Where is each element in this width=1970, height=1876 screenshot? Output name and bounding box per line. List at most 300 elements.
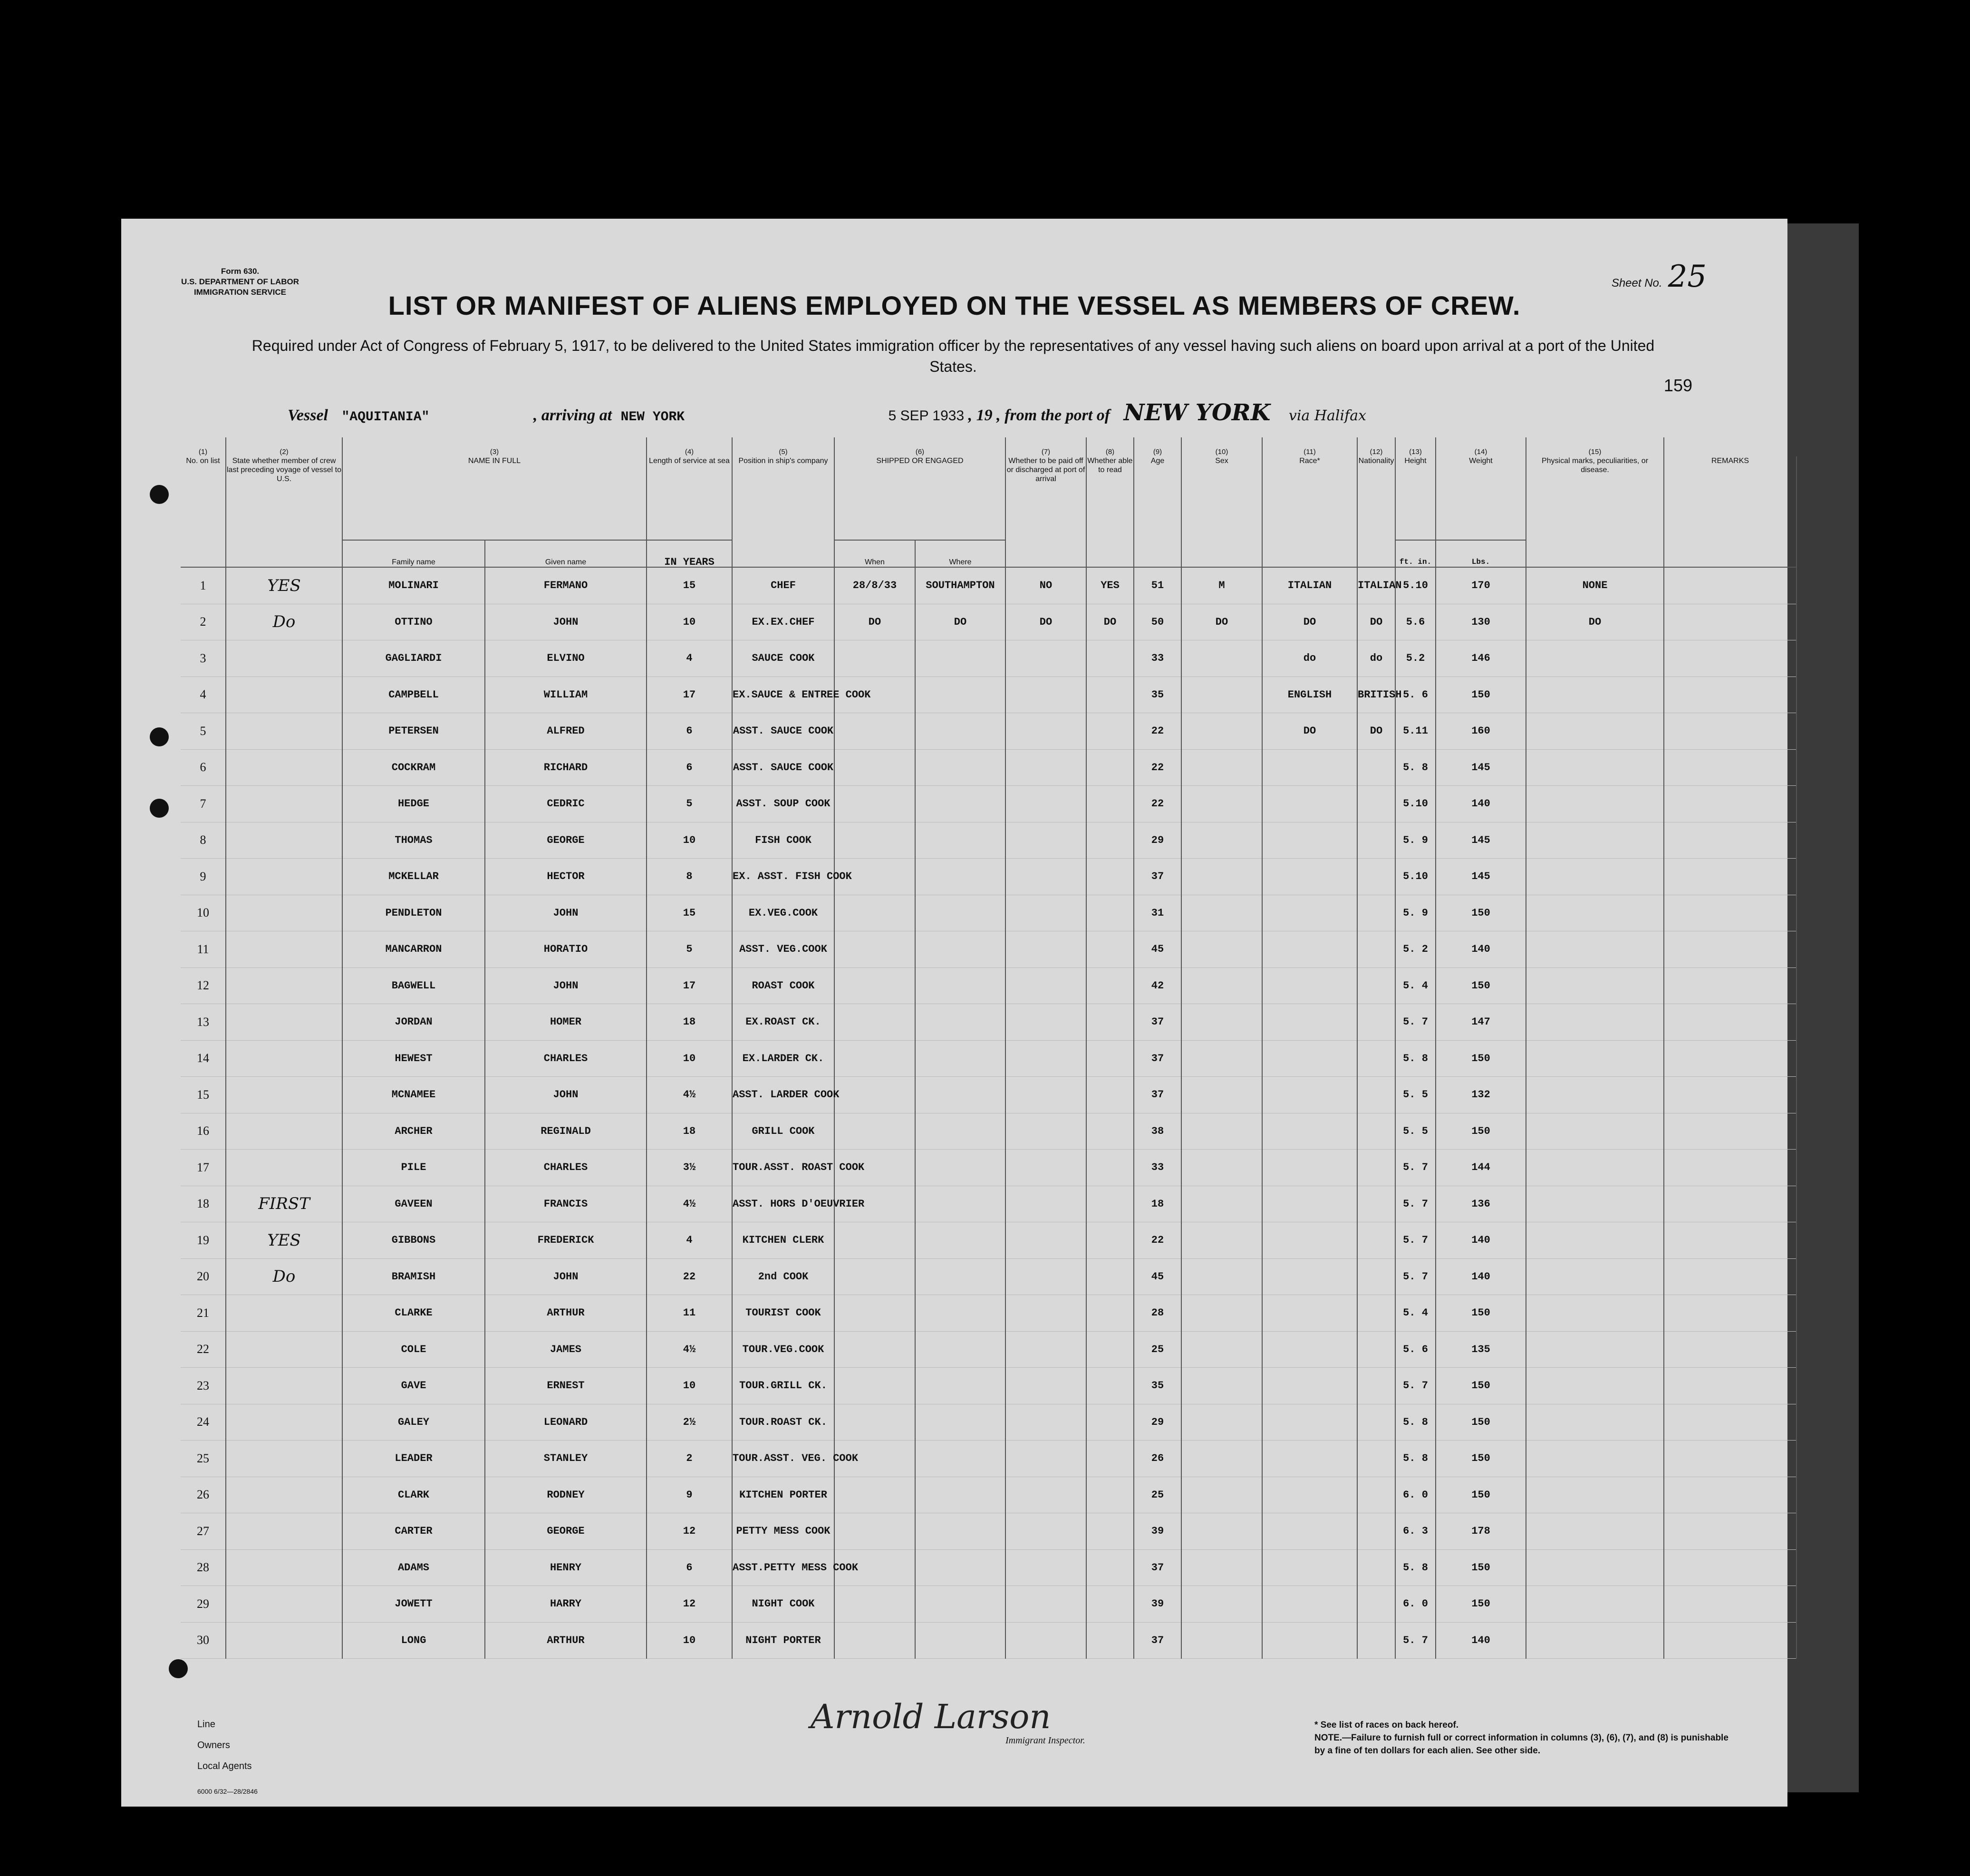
cell-race: [1262, 1477, 1357, 1513]
cell-when: [834, 1040, 915, 1077]
cell-sex: [1181, 859, 1262, 895]
cell-read: [1086, 1186, 1134, 1222]
cell-prev: [226, 1077, 342, 1113]
cell-sex: [1181, 1040, 1262, 1077]
from-port: NEW YORK: [1123, 399, 1271, 426]
cell-height: 5. 8: [1395, 1549, 1436, 1586]
cell-weight: 150: [1436, 1549, 1526, 1586]
cell-no: 14: [181, 1040, 226, 1077]
owners-label: Owners: [197, 1740, 230, 1750]
cell-nationality: [1357, 1513, 1395, 1550]
cell-where: [915, 1040, 1005, 1077]
cell-age: 38: [1134, 1113, 1181, 1150]
cell-read: [1086, 640, 1134, 677]
cell-no: 30: [181, 1622, 226, 1659]
cell-sex: [1181, 967, 1262, 1004]
cell-when: [834, 1586, 915, 1623]
cell-prev: [226, 822, 342, 859]
cell-given: JOHN: [485, 604, 647, 640]
cell-paid-off: [1005, 1258, 1086, 1295]
cell-position: EX.VEG.COOK: [732, 895, 834, 931]
cell-nationality: [1357, 1040, 1395, 1077]
cell-nationality: [1357, 749, 1395, 786]
cell-nationality: [1357, 1186, 1395, 1222]
cell-read: [1086, 1004, 1134, 1041]
cell-paid-off: [1005, 1404, 1086, 1441]
col-weight: Weight: [1436, 456, 1526, 540]
cell-no: 13: [181, 1004, 226, 1041]
cell-no: 26: [181, 1477, 226, 1513]
cell-sex: [1181, 1586, 1262, 1623]
col9-num: (9): [1134, 437, 1181, 456]
cell-given: LEONARD: [485, 1404, 647, 1441]
cell-when: [834, 1368, 915, 1404]
cell-given: ALFRED: [485, 713, 647, 750]
cell-given: REGINALD: [485, 1113, 647, 1150]
table-row: [181, 1441, 1796, 1477]
cell-where: [915, 1258, 1005, 1295]
cell-height: 5. 8: [1395, 1404, 1436, 1441]
cell-weight: 132: [1436, 1077, 1526, 1113]
cell-height: 5. 2: [1395, 931, 1436, 968]
cell-race: [1262, 859, 1357, 895]
table-row: [181, 1222, 1796, 1259]
col-name-in-full: NAME IN FULL: [342, 456, 647, 540]
cell-weight: 140: [1436, 1622, 1526, 1659]
cell-marks: [1526, 1513, 1664, 1550]
form-number: Form 630.: [221, 267, 260, 276]
cell-height: 6. 0: [1395, 1477, 1436, 1513]
cell-paid-off: [1005, 1113, 1086, 1150]
cell-height: 5. 7: [1395, 1222, 1436, 1259]
cell-when: [834, 713, 915, 750]
cell-service: 4: [647, 640, 732, 677]
cell-position: TOURIST COOK: [732, 1295, 834, 1332]
cell-weight: 136: [1436, 1186, 1526, 1222]
cell-weight: 144: [1436, 1150, 1526, 1186]
cell-remarks: [1664, 859, 1796, 895]
vessel-name: "AQUITANIA": [341, 410, 430, 425]
column-number-row: [181, 437, 1796, 456]
col-shipped: SHIPPED OR ENGAGED: [834, 456, 1005, 540]
cell-marks: [1526, 1477, 1664, 1513]
cell-race: [1262, 1586, 1357, 1623]
cell-service: 12: [647, 1586, 732, 1623]
cell-height: 5. 5: [1395, 1113, 1436, 1150]
cell-family: PILE: [342, 1150, 485, 1186]
cell-remarks: [1664, 749, 1796, 786]
cell-height: 6. 3: [1395, 1513, 1436, 1550]
table-row: [181, 1368, 1796, 1404]
cell-race: [1262, 895, 1357, 931]
cell-sex: [1181, 1113, 1262, 1150]
cell-race: [1262, 1004, 1357, 1041]
cell-paid-off: [1005, 640, 1086, 677]
cell-family: ARCHER: [342, 1113, 485, 1150]
cell-prev: [226, 1004, 342, 1041]
cell-where: [915, 822, 1005, 859]
cell-where: [915, 786, 1005, 822]
cell-no: 1: [181, 567, 226, 604]
cell-age: 29: [1134, 1404, 1181, 1441]
col10-num: (10): [1181, 437, 1262, 456]
cell-height: 5. 8: [1395, 1040, 1436, 1077]
cell-family: HEDGE: [342, 786, 485, 822]
col3-num: (3): [342, 437, 647, 456]
table-row: [181, 604, 1796, 640]
cell-age: 26: [1134, 1441, 1181, 1477]
cell-weight: 130: [1436, 604, 1526, 640]
cell-marks: [1526, 1113, 1664, 1150]
cell-read: [1086, 1368, 1134, 1404]
cell-read: [1086, 1441, 1134, 1477]
binder-hole-icon: [150, 727, 169, 746]
cell-marks: [1526, 713, 1664, 750]
page-subtitle: Required under Act of Congress of February 5, 1917, to be delivered to the United States immigration officer by the representatives of any vessel having such aliens on board upon arrival at a port of the United States.: [251, 337, 1655, 375]
cell-service: 4: [647, 1222, 732, 1259]
cell-family: HEWEST: [342, 1040, 485, 1077]
cell-read: YES: [1086, 567, 1134, 604]
cell-no: 10: [181, 895, 226, 931]
cell-paid-off: [1005, 1004, 1086, 1041]
cell-remarks: [1664, 677, 1796, 713]
cell-weight: 178: [1436, 1513, 1526, 1550]
cell-race: ITALIAN: [1262, 567, 1357, 604]
cell-height: 5. 9: [1395, 895, 1436, 931]
cell-height: 5. 7: [1395, 1186, 1436, 1222]
cell-prev: [226, 931, 342, 968]
cell-when: DO: [834, 604, 915, 640]
cell-age: 37: [1134, 1040, 1181, 1077]
cell-paid-off: [1005, 1331, 1086, 1368]
cell-read: [1086, 967, 1134, 1004]
cell-race: [1262, 1295, 1357, 1332]
cell-remarks: [1664, 1549, 1796, 1586]
cell-position: EX.EX.CHEF: [732, 604, 834, 640]
cell-marks: [1526, 1186, 1664, 1222]
cell-when: [834, 1004, 915, 1041]
cell-height: 5.6: [1395, 604, 1436, 640]
cell-prev: YES: [226, 1222, 342, 1259]
cell-remarks: [1664, 1477, 1796, 1513]
cell-service: 10: [647, 1040, 732, 1077]
cell-age: 25: [1134, 1477, 1181, 1513]
cell-prev: [226, 1441, 342, 1477]
cell-position: ASST. HORS D'OEUVRIER: [732, 1186, 834, 1222]
cell-height: 5. 7: [1395, 1150, 1436, 1186]
cell-race: [1262, 1222, 1357, 1259]
cell-height: 5.11: [1395, 713, 1436, 750]
cell-read: [1086, 1477, 1134, 1513]
cell-family: COCKRAM: [342, 749, 485, 786]
cell-height: 5.2: [1395, 640, 1436, 677]
cell-no: 22: [181, 1331, 226, 1368]
cell-when: [834, 1258, 915, 1295]
cell-weight: 150: [1436, 1368, 1526, 1404]
cell-no: 29: [181, 1586, 226, 1623]
cell-race: [1262, 1186, 1357, 1222]
cell-nationality: [1357, 1222, 1395, 1259]
cell-sex: [1181, 895, 1262, 931]
cell-paid-off: [1005, 713, 1086, 750]
cell-service: 6: [647, 749, 732, 786]
cell-read: [1086, 677, 1134, 713]
cell-read: [1086, 1150, 1134, 1186]
cell-age: 37: [1134, 1549, 1181, 1586]
cell-age: 42: [1134, 967, 1181, 1004]
cell-prev: FIRST: [226, 1186, 342, 1222]
cell-where: [915, 1113, 1005, 1150]
sheet-number-label: Sheet No.: [1611, 277, 1662, 290]
cell-race: [1262, 931, 1357, 968]
cell-family: BRAMISH: [342, 1258, 485, 1295]
cell-marks: [1526, 1622, 1664, 1659]
cell-position: NIGHT PORTER: [732, 1622, 834, 1659]
cell-nationality: [1357, 1113, 1395, 1150]
cell-race: DO: [1262, 604, 1357, 640]
col-when: When: [834, 540, 915, 567]
cell-given: JOHN: [485, 895, 647, 931]
cell-no: 19: [181, 1222, 226, 1259]
cell-height: 5.10: [1395, 859, 1436, 895]
cell-weight: 140: [1436, 1222, 1526, 1259]
cell-when: [834, 786, 915, 822]
cell-prev: [226, 713, 342, 750]
cell-remarks: [1664, 1113, 1796, 1150]
service: IMMIGRATION SERVICE: [194, 288, 286, 297]
cell-sex: [1181, 1622, 1262, 1659]
cell-sex: [1181, 1513, 1262, 1550]
cell-when: [834, 749, 915, 786]
col-service-unit: IN YEARS: [647, 540, 732, 567]
cell-prev: [226, 1586, 342, 1623]
table-row: [181, 931, 1796, 968]
cell-given: RICHARD: [485, 749, 647, 786]
cell-weight: 150: [1436, 1404, 1526, 1441]
cell-prev: [226, 1150, 342, 1186]
cell-position: TOUR.ASST. VEG. COOK: [732, 1441, 834, 1477]
cell-no: 17: [181, 1150, 226, 1186]
cell-weight: 150: [1436, 895, 1526, 931]
cell-where: [915, 1477, 1005, 1513]
cell-remarks: [1664, 1513, 1796, 1550]
sheet-number-value: 25: [1668, 259, 1707, 294]
cell-where: [915, 1549, 1005, 1586]
cell-prev: [226, 1477, 342, 1513]
cell-when: [834, 931, 915, 968]
cell-where: [915, 713, 1005, 750]
cell-age: 31: [1134, 895, 1181, 931]
cell-service: 4½: [647, 1077, 732, 1113]
from-label: , from the port of: [996, 406, 1111, 424]
cell-height: 5. 7: [1395, 1004, 1436, 1041]
cell-sex: [1181, 640, 1262, 677]
cell-paid-off: [1005, 677, 1086, 713]
cell-remarks: [1664, 1368, 1796, 1404]
table-row: [181, 1586, 1796, 1623]
cell-paid-off: [1005, 1586, 1086, 1623]
back-sheet-edge: [1787, 223, 1859, 1792]
cell-service: 10: [647, 1368, 732, 1404]
cell-family: GAGLIARDI: [342, 640, 485, 677]
cell-no: 28: [181, 1549, 226, 1586]
cell-service: 15: [647, 567, 732, 604]
binder-hole-icon: [150, 799, 169, 818]
cell-service: 22: [647, 1258, 732, 1295]
cell-when: [834, 1622, 915, 1659]
cell-when: [834, 640, 915, 677]
arriving-label: , arriving at: [533, 406, 612, 424]
cell-position: ASST. SAUCE COOK: [732, 713, 834, 750]
cell-weight: 145: [1436, 749, 1526, 786]
cell-race: [1262, 1622, 1357, 1659]
cell-height: 5.10: [1395, 567, 1436, 604]
cell-when: [834, 1295, 915, 1332]
cell-remarks: [1664, 1586, 1796, 1623]
cell-read: [1086, 1549, 1134, 1586]
cell-paid-off: [1005, 967, 1086, 1004]
col6-num: (6): [834, 437, 1005, 456]
cell-prev: [226, 1295, 342, 1332]
cell-remarks: [1664, 604, 1796, 640]
cell-nationality: BRITISH: [1357, 677, 1395, 713]
cell-given: JOHN: [485, 967, 647, 1004]
table-row: [181, 1040, 1796, 1077]
cell-sex: [1181, 786, 1262, 822]
cell-service: 2: [647, 1441, 732, 1477]
cell-family: COLE: [342, 1331, 485, 1368]
cell-sex: [1181, 677, 1262, 713]
table-row: [181, 1150, 1796, 1186]
cell-given: FRANCIS: [485, 1186, 647, 1222]
col-physical-marks: Physical marks, peculiarities, or disease.: [1526, 456, 1664, 567]
cell-height: 5. 5: [1395, 1077, 1436, 1113]
cell-no: 12: [181, 967, 226, 1004]
cell-marks: DO: [1526, 604, 1664, 640]
cell-race: [1262, 786, 1357, 822]
cell-no: 8: [181, 822, 226, 859]
cell-sex: [1181, 1186, 1262, 1222]
cell-family: MANCARRON: [342, 931, 485, 968]
crew-rows: [181, 567, 1796, 1659]
cell-paid-off: [1005, 1040, 1086, 1077]
cell-nationality: [1357, 1477, 1395, 1513]
cell-age: 37: [1134, 1004, 1181, 1041]
col-family-name: Family name: [342, 540, 485, 567]
cell-no: 2: [181, 604, 226, 640]
cell-when: [834, 895, 915, 931]
cell-where: [915, 1368, 1005, 1404]
cell-read: [1086, 713, 1134, 750]
cell-when: [834, 1477, 915, 1513]
cell-read: [1086, 1113, 1134, 1150]
cell-service: 9: [647, 1477, 732, 1513]
col-position: Position in ship's company: [732, 456, 834, 567]
cell-family: MOLINARI: [342, 567, 485, 604]
cell-paid-off: [1005, 1441, 1086, 1477]
cell-no: 9: [181, 859, 226, 895]
cell-no: 18: [181, 1186, 226, 1222]
cell-where: [915, 1186, 1005, 1222]
cell-marks: [1526, 786, 1664, 822]
cell-race: ENGLISH: [1262, 677, 1357, 713]
col-weight-unit: Lbs.: [1436, 540, 1526, 567]
cell-race: [1262, 1404, 1357, 1441]
cell-service: 10: [647, 1622, 732, 1659]
cell-family: CAMPBELL: [342, 677, 485, 713]
cell-read: [1086, 1404, 1134, 1441]
col5-num: (5): [732, 437, 834, 456]
inspector-label: Immigrant Inspector.: [1005, 1735, 1085, 1746]
cell-family: PETERSEN: [342, 713, 485, 750]
cell-prev: Do: [226, 604, 342, 640]
cell-marks: [1526, 822, 1664, 859]
cell-family: JORDAN: [342, 1004, 485, 1041]
cell-age: 45: [1134, 931, 1181, 968]
table-row: [181, 1077, 1796, 1113]
column-header-row: [181, 456, 1796, 540]
cell-position: ASST. LARDER COOK: [732, 1077, 834, 1113]
sheet-number: [1612, 259, 1707, 294]
cell-where: [915, 640, 1005, 677]
cell-race: [1262, 1258, 1357, 1295]
cell-service: 17: [647, 967, 732, 1004]
cell-prev: [226, 1404, 342, 1441]
cell-age: 35: [1134, 677, 1181, 713]
cell-no: 3: [181, 640, 226, 677]
cell-marks: [1526, 1295, 1664, 1332]
cell-marks: [1526, 1258, 1664, 1295]
cell-marks: NONE: [1526, 567, 1664, 604]
cell-where: DO: [915, 604, 1005, 640]
cell-nationality: [1357, 1368, 1395, 1404]
cell-position: TOUR.ROAST CK.: [732, 1404, 834, 1441]
cell-no: 11: [181, 931, 226, 968]
table-row: [181, 1331, 1796, 1368]
cell-given: FERMANO: [485, 567, 647, 604]
table-row: [181, 1404, 1796, 1441]
footer-labels: [197, 1714, 252, 1777]
col-sex: Sex: [1181, 456, 1262, 567]
table-row: [181, 567, 1796, 604]
cell-paid-off: [1005, 1622, 1086, 1659]
cell-read: [1086, 749, 1134, 786]
cell-age: 22: [1134, 786, 1181, 822]
cell-age: 39: [1134, 1586, 1181, 1623]
cell-position: 2nd COOK: [732, 1258, 834, 1295]
cell-age: 35: [1134, 1368, 1181, 1404]
cell-nationality: [1357, 1258, 1395, 1295]
cell-position: GRILL COOK: [732, 1113, 834, 1150]
table-row: [181, 1186, 1796, 1222]
cell-age: 50: [1134, 604, 1181, 640]
cell-weight: 150: [1436, 677, 1526, 713]
cell-given: GEORGE: [485, 822, 647, 859]
col2-num: (2): [226, 437, 342, 456]
cell-read: [1086, 931, 1134, 968]
cell-race: [1262, 1513, 1357, 1550]
cell-weight: 150: [1436, 967, 1526, 1004]
col13-num: (13): [1395, 437, 1436, 456]
cell-sex: [1181, 931, 1262, 968]
cell-when: [834, 1113, 915, 1150]
cell-read: [1086, 786, 1134, 822]
cell-when: [834, 822, 915, 859]
cell-prev: [226, 677, 342, 713]
cell-given: HORATIO: [485, 931, 647, 968]
cell-prev: [226, 1513, 342, 1550]
cell-remarks: [1664, 713, 1796, 750]
